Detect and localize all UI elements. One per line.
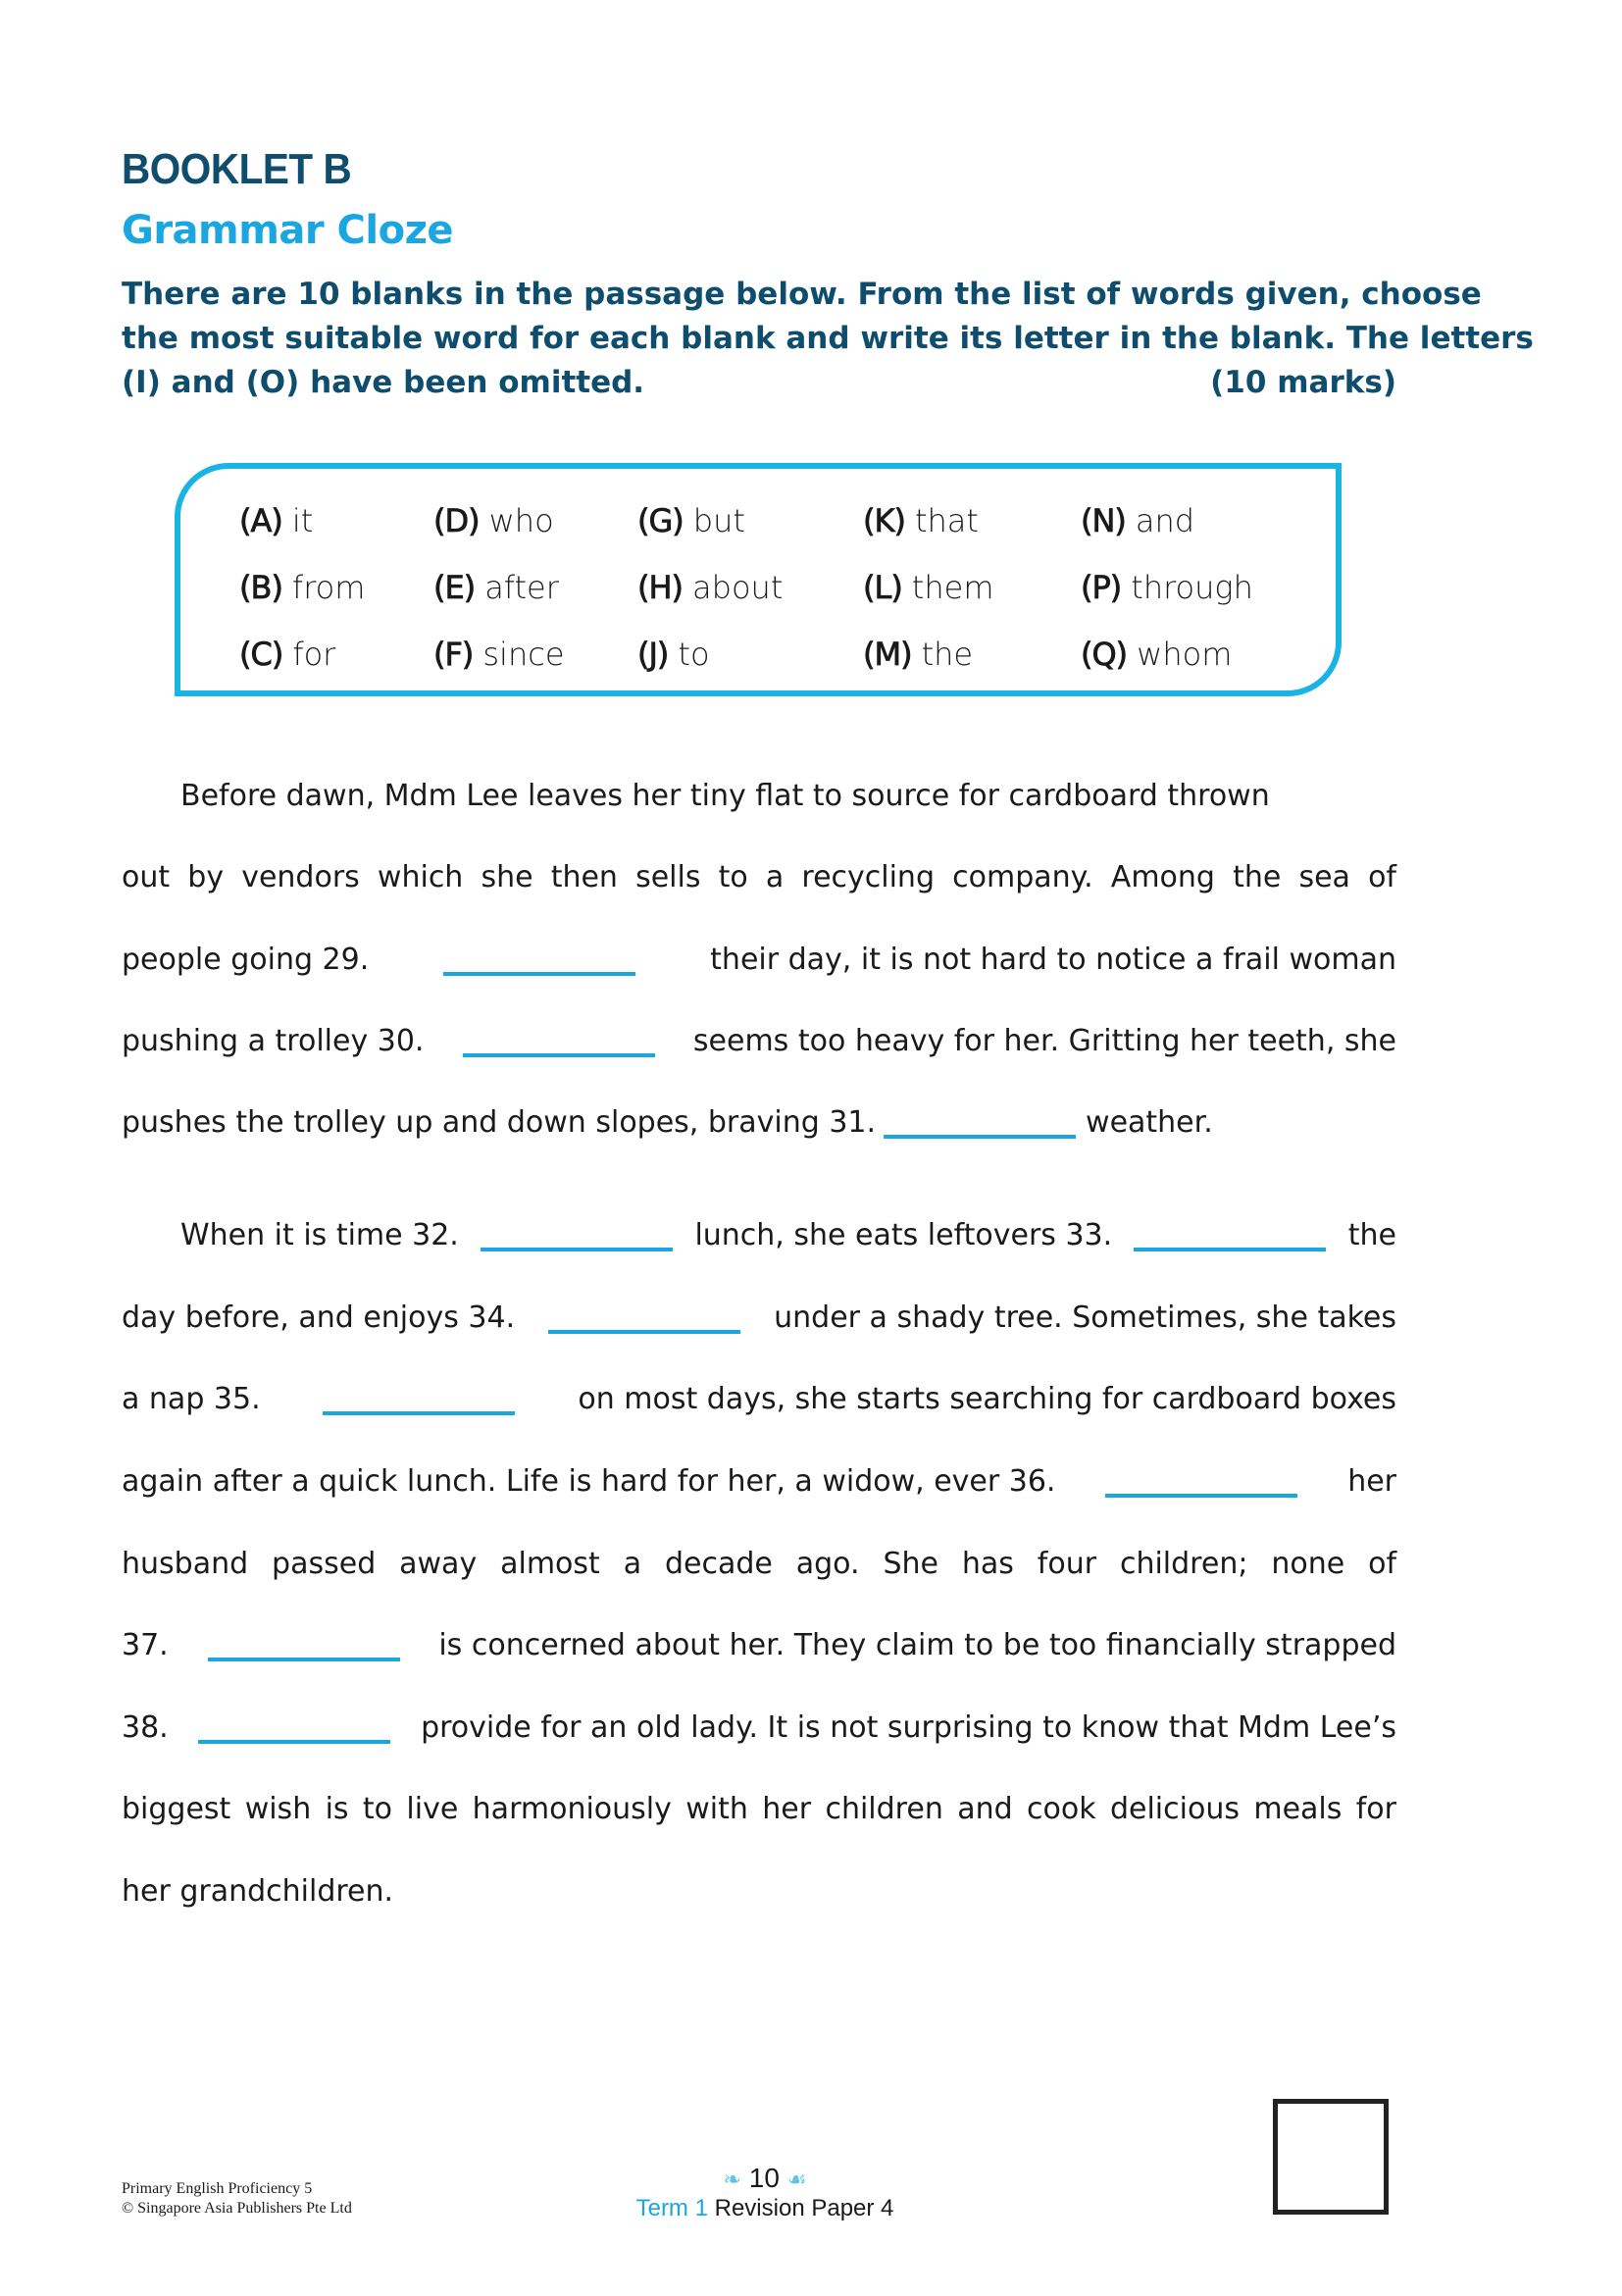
passage-line: 38. provide for an old lady. It is not surprising to know that Mdm Lee’s — [122, 1710, 1396, 1745]
word-option: (P) through — [1081, 569, 1253, 606]
passage-line: pushing a trolley 30. seems too heavy for her. Gritting her teeth, she — [122, 1024, 1396, 1058]
passage-line: out by vendors which she then sells to a recycling company. Among the sea of — [122, 860, 1396, 894]
score-box[interactable] — [1273, 2099, 1389, 2215]
word-option: (B) from — [239, 569, 366, 606]
word-option: (C) for — [239, 636, 336, 673]
answer-blank-35[interactable] — [323, 1411, 515, 1415]
passage-line: pushes the trolley up and down slopes, braving 31. weather. — [122, 1105, 1213, 1140]
answer-blank-33[interactable] — [1134, 1248, 1326, 1251]
book-title: Primary English Proficiency 5 — [122, 2180, 313, 2197]
answer-blank-31[interactable] — [884, 1135, 1076, 1139]
word-option: (M) the — [863, 636, 974, 673]
passage-line: Before dawn, Mdm Lee leaves her tiny flat to source for cardboard thrown — [180, 779, 1270, 813]
word-option: (N) and — [1081, 502, 1195, 539]
swirl-ornament-right-icon: ☙ — [786, 2167, 807, 2192]
word-option: (K) that — [863, 502, 979, 539]
word-option: (A) it — [239, 502, 314, 539]
answer-blank-32[interactable] — [481, 1248, 673, 1251]
passage-line: day before, and enjoys 34. under a shady tree. Sometimes, she takes — [122, 1301, 1396, 1335]
instructions-line-1: There are 10 blanks in the passage below. From the list of words given, choose — [122, 277, 1482, 312]
word-option: (G) but — [637, 502, 745, 539]
page-number: 10 — [748, 2163, 780, 2193]
word-option: (Q) whom — [1081, 636, 1233, 673]
footer-page-info — [608, 2164, 922, 2222]
answer-blank-36[interactable] — [1105, 1494, 1297, 1498]
passage-line: husband passed away almost a decade ago. She has four children; none of — [122, 1547, 1396, 1581]
booklet-title: BOOKLET B — [122, 145, 352, 193]
paper-label: Revision Paper 4 — [714, 2194, 894, 2221]
passage-line: biggest wish is to live harmoniously with her children and cook delicious meals for — [122, 1792, 1396, 1826]
passage-line: a nap 35. on most days, she starts searching for cardboard boxes — [122, 1382, 1396, 1416]
footer-publisher — [122, 2179, 352, 2219]
instructions — [122, 273, 1534, 405]
answer-blank-29[interactable] — [443, 972, 635, 976]
answer-blank-37[interactable] — [208, 1658, 400, 1661]
term-label: Term 1 — [635, 2194, 708, 2221]
answer-blank-30[interactable] — [463, 1053, 655, 1057]
answer-blank-34[interactable] — [548, 1330, 740, 1334]
instructions-line-3: (I) and (O) have been omitted. — [122, 365, 645, 400]
answer-blank-38[interactable] — [198, 1740, 390, 1744]
passage-line: 37. is concerned about her. They claim to be too financially strapped — [122, 1628, 1396, 1662]
swirl-ornament-left-icon: ❧ — [723, 2167, 741, 2192]
word-option: (H) about — [637, 569, 784, 606]
word-option: (L) them — [863, 569, 994, 606]
marks-label: (10 marks) — [1210, 365, 1396, 400]
passage-line: When it is time 32. lunch, she eats leftovers 33. the — [180, 1218, 1396, 1252]
word-option: (D) who — [433, 502, 554, 539]
copyright: © Singapore Asia Publishers Pte Ltd — [122, 2200, 352, 2217]
passage-line: again after a quick lunch. Life is hard for her, a widow, ever 36. her — [122, 1464, 1396, 1499]
instructions-line-2: the most suitable word for each blank and write its letter in the blank. The letters — [122, 321, 1534, 356]
section-title: Grammar Cloze — [122, 208, 454, 253]
word-option: (J) to — [637, 636, 710, 673]
word-bank-box — [175, 463, 1342, 696]
word-option: (E) after — [433, 569, 559, 606]
passage-line: people going 29. their day, it is not hard to notice a frail woman — [122, 943, 1396, 977]
passage-line: her grandchildren. — [122, 1874, 394, 1909]
word-option: (F) since — [433, 636, 565, 673]
